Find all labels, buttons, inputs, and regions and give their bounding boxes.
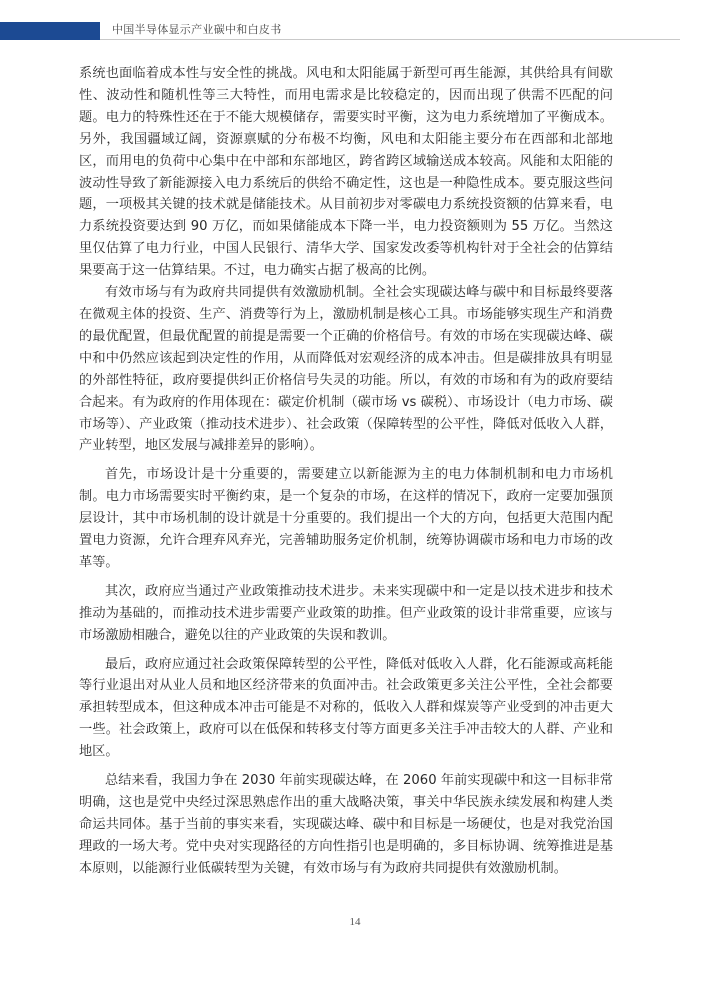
header-accent-bar bbox=[0, 22, 100, 40]
paragraph-incentive-mechanism: 有效市场与有为政府共同提供有效激励机制。全社会实现碳达峰与碳中和目标最终要落在微观主体的投资、生产、消费等行为上，激励机制是核心工具。市场能够实现生产和消费的最优配置，但最优配置的前提是需要一个正确的价格信号。有效的市场在实现碳达峰、碳中和中仍然应该起到决定性的作用，从而降低对宏观经济的成本冲击。但是碳排放具有明显的外部性特征，政府要提供纠正价格信号失灵的功能。所以，有效的市场和有为的政府要结合起来。有为政府的作用体现在：碳定价机制（碳市场 vs 碳税）、市场设计（电力市场、碳市场等）、产业政策（推动技术进步）、社会政策（保障转型的公平性，降低对低收入人群，产业转型，地区发展与减排差异的影响）。 bbox=[79, 285, 613, 454]
page-header bbox=[0, 0, 710, 40]
page-number: 14 bbox=[349, 916, 361, 928]
body-text bbox=[79, 63, 613, 880]
paragraph-conclusion: 总结来看，我国力争在 2030 年前实现碳达峰，在 2060 年前实现碳中和这一目标非常明确，这也是党中央经过深思熟虑作出的重大战略决策，事关中华民族永续发展和构建人类命运共同体。基于当前的事实来看，实现碳达峰、碳中和目标是一场硬仗，也是对我党治国理政的一场大考。党中央对实现路径的方向性指引也是明确的，多目标协调、统筹推进是基本原则，以能源行业低碳转型为关键，有效市场与有为政府共同提供有效激励机制。 bbox=[79, 773, 613, 876]
paragraph-industrial-policy: 其次，政府应当通过产业政策推动技术进步。未来实现碳中和一定是以技术进步和技术推动为基础的，而推动技术进步需要产业政策的助推。但产业政策的设计非常重要，应该与市场激励相融合，避免以往的产业政策的失误和教训。 bbox=[79, 583, 613, 643]
paragraph-social-policy: 最后，政府应通过社会政策保障转型的公平性，降低对低收入人群，化石能源或高耗能等行业退出对从业人员和地区经济带来的负面冲击。社会政策更多关注公平性，全社会都要承担转型成本，但这种成本冲击可能是不对称的，低收入人群和煤炭等产业受到的冲击更大一些。社会政策上，政府可以在低保和转移支付等方面更多关注手冲击较大的人群、产业和地区。 bbox=[79, 656, 613, 760]
document-title: 中国半导体显示产业碳中和白皮书 bbox=[112, 23, 282, 36]
header-divider bbox=[100, 39, 680, 40]
paragraph-continuation: 系统也面临着成本性与安全性的挑战。风电和太阳能属于新型可再生能源，其供给具有间歇性、波动性和随机性等三大特性，而用电需求是比较稳定的，因而出现了供需不匹配的问题。电力的特殊性还在于不能大规模储存，需要实时平衡，这为电力系统增加了平衡成本。另外，我国疆域辽阔，资源禀赋的分布极不均衡，风电和太阳能主要分布在西部和北部地区，而用电的负荷中心集中在中部和东部地区，跨省跨区域输送成本较高。风能和太阳能的波动性导致了新能源接入电力系统后的供给不确定性，这也是一种隐性成本。要克服这些问题，一项极其关键的技术就是储能技术。从目前初步对零碳电力系统投资额的估算来看，电力系统投资要达到 90 万亿，而如果储能成本下降一半，电力投资额则为 55 万亿。当然这里仅估算了电力行业，中国人民银行、清华大学、国家发改委等机构针对于全社会的估算结果要高于这一估算结果。不过，电力确实占据了极高的比例。 bbox=[79, 66, 613, 279]
paragraph-market-design: 首先，市场设计是十分重要的，需要建立以新能源为主的电力体制机制和电力市场机制。电力市场需要实时平衡约束，是一个复杂的市场，在这样的情况下，政府一定要加强顶层设计，其中市场机制的设计就是十分重要的。我们提出一个大的方向，包括更大范围内配置电力资源，允许合理弃风弃光，完善辅助服务定价机制，统筹协调碳市场和电力市场的改革等。 bbox=[79, 467, 613, 570]
